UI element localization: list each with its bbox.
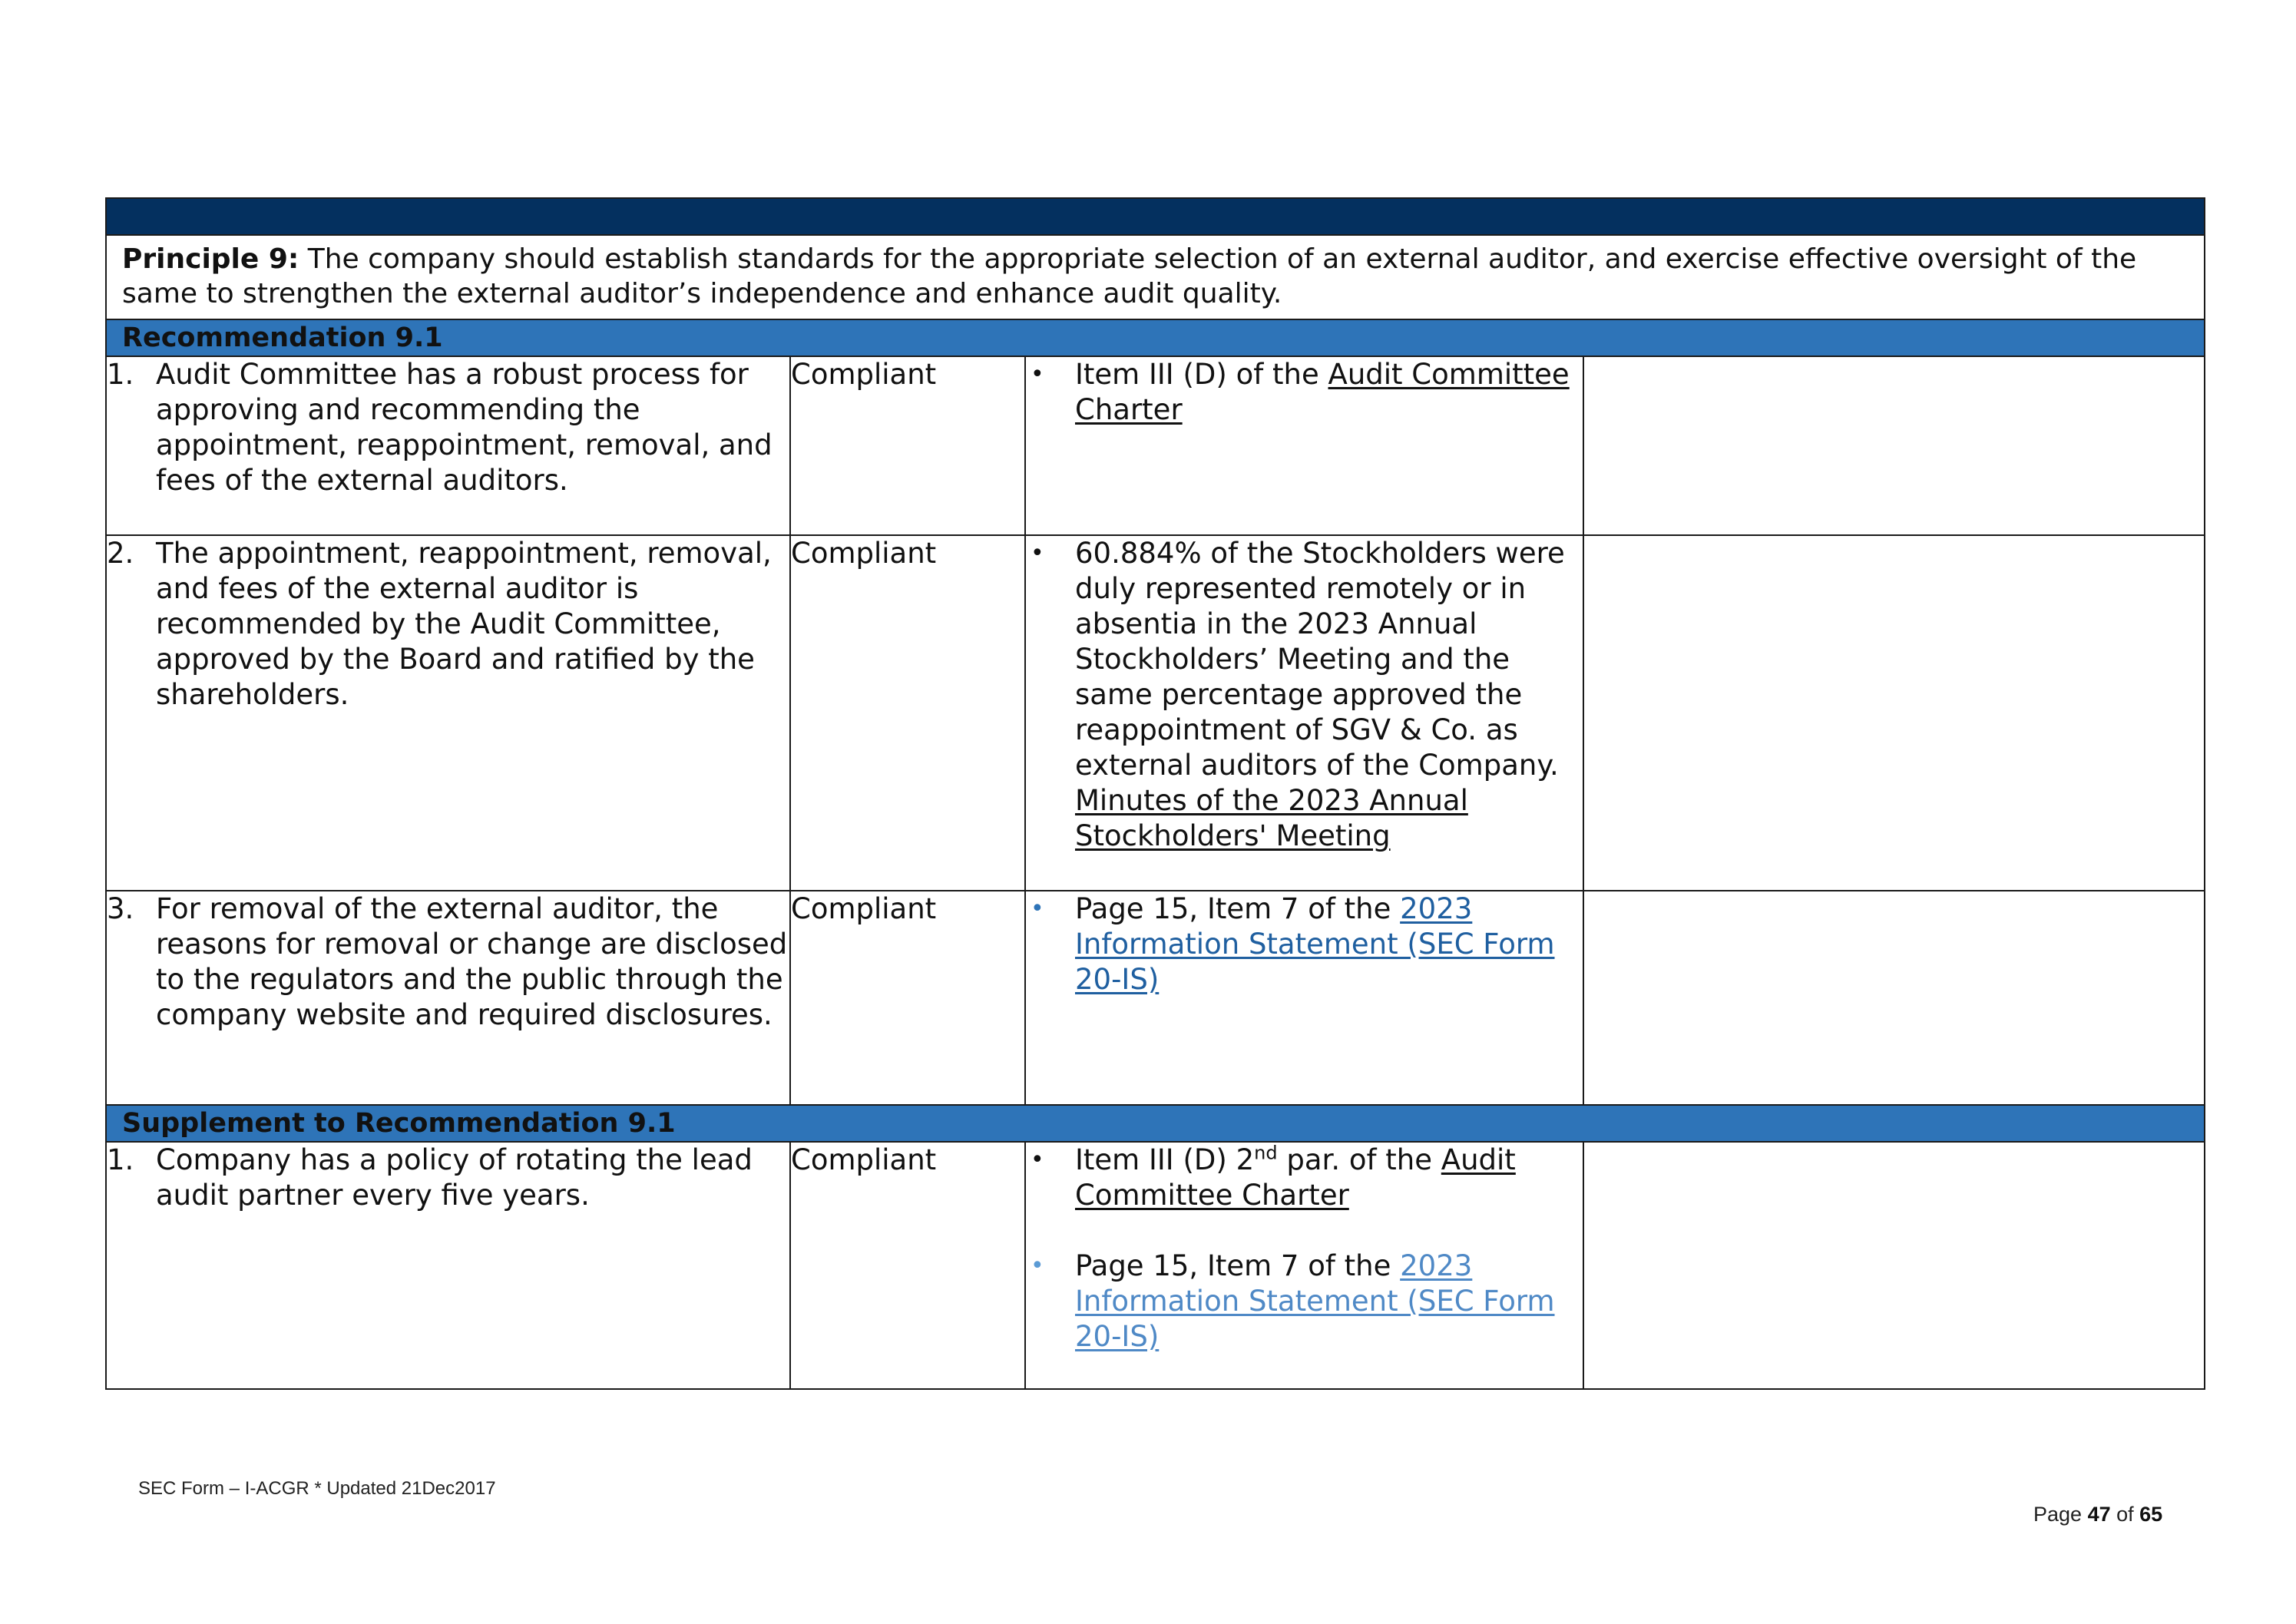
- explanation-cell: [1583, 356, 2205, 535]
- explanation-cell: [1583, 1142, 2205, 1389]
- item-number: 3.: [107, 892, 134, 925]
- bullet-icon: •: [1031, 1252, 1044, 1279]
- recommendation-cell: [106, 891, 790, 1105]
- table-header-bar: [106, 198, 2205, 235]
- section-recommendation-9-1: [106, 319, 2205, 356]
- recommendation-text: Audit Committee has a robust process for approving and recommending the appointment, reappointment, removal, and fees of the external auditors.: [156, 358, 773, 497]
- footer-form-label: SEC Form – I-ACGR * Updated 21Dec2017: [138, 1478, 496, 1499]
- bullet-icon: •: [1031, 540, 1044, 567]
- ordinal-suffix: nd: [1254, 1142, 1278, 1164]
- page-label: Page: [2033, 1503, 2088, 1526]
- recommendation-cell: [106, 535, 790, 891]
- evidence-text: Page 15, Item 7 of the: [1075, 892, 1401, 925]
- table-row: [106, 535, 2205, 891]
- item-number: 1.: [107, 358, 134, 391]
- evidence-text: Item III (D) of the: [1075, 358, 1328, 391]
- item-number: 1.: [107, 1143, 134, 1176]
- evidence-text: par. of the: [1277, 1143, 1441, 1176]
- table-row: [106, 891, 2205, 1105]
- evidence-text: 60.884% of the Stockholders were duly represented remotely or in absentia in the 2023 Annual Stockholders’ Meeting and the same percentage approved the reappointment of SGV & Co. as external auditors of the Company.: [1075, 537, 1565, 782]
- item-number: 2.: [107, 537, 134, 570]
- recommendation-text: Company has a policy of rotating the lead audit partner every five years.: [156, 1143, 753, 1212]
- section-supplement-9-1: [106, 1105, 2205, 1142]
- evidence-text: Item III (D) 2: [1075, 1143, 1255, 1176]
- status-cell: Compliant: [790, 535, 1025, 891]
- principle-label: Principle 9:: [122, 243, 299, 275]
- status-cell: Compliant: [790, 1142, 1025, 1389]
- explanation-cell: [1583, 535, 2205, 891]
- bullet-icon: •: [1031, 361, 1044, 388]
- audit-committee-charter-link[interactable]: Audit Committee Charter: [1075, 358, 1570, 426]
- principle-text: The company should establish standards for the appropriate selection of an external auditor, and exercise effective oversight of the same to strengthen the external auditor’s independence and enhance audit quality.: [122, 243, 2137, 309]
- recommendation-cell: [106, 1142, 790, 1389]
- information-statement-link[interactable]: 2023 Information Statement (SEC Form 20-IS): [1075, 1249, 1555, 1353]
- page-total: 65: [2139, 1503, 2163, 1526]
- bullet-icon: •: [1031, 895, 1044, 922]
- explanation-cell: [1583, 891, 2205, 1105]
- section-title: Recommendation 9.1: [106, 319, 2205, 356]
- section-title: Supplement to Recommendation 9.1: [106, 1105, 2205, 1142]
- principle-row: [106, 235, 2205, 319]
- information-statement-link[interactable]: 2023 Information Statement (SEC Form 20-IS): [1075, 892, 1555, 996]
- recommendation-text: For removal of the external auditor, the reasons for removal or change are disclosed to the regulators and the public through the company website and required disclosures.: [156, 892, 788, 1031]
- audit-committee-charter-link[interactable]: Audit Committee Charter: [1075, 1143, 1516, 1212]
- table-row: [106, 1142, 2205, 1389]
- recommendation-text: The appointment, reappointment, removal, and fees of the external auditor is recommended by the Audit Committee, approved by the Board and ratified by the shareholders.: [156, 537, 772, 711]
- evidence-cell: [1025, 891, 1583, 1105]
- bullet-icon: •: [1031, 1146, 1044, 1173]
- evidence-cell: [1025, 1142, 1583, 1389]
- minutes-link[interactable]: Minutes of the 2023 Annual Stockholders' Meeting: [1075, 784, 1468, 852]
- principle-9-table: [105, 197, 2205, 1390]
- page-of: of: [2110, 1503, 2140, 1526]
- status-cell: Compliant: [790, 891, 1025, 1105]
- table-row: [106, 356, 2205, 535]
- evidence-cell: [1025, 356, 1583, 535]
- evidence-cell: [1025, 535, 1583, 891]
- status-cell: Compliant: [790, 356, 1025, 535]
- page-current: 47: [2087, 1503, 2111, 1526]
- page-number: [2033, 1503, 2162, 1526]
- recommendation-cell: [106, 356, 790, 535]
- principle-cell: [106, 235, 2205, 319]
- evidence-text: Page 15, Item 7 of the: [1075, 1249, 1401, 1282]
